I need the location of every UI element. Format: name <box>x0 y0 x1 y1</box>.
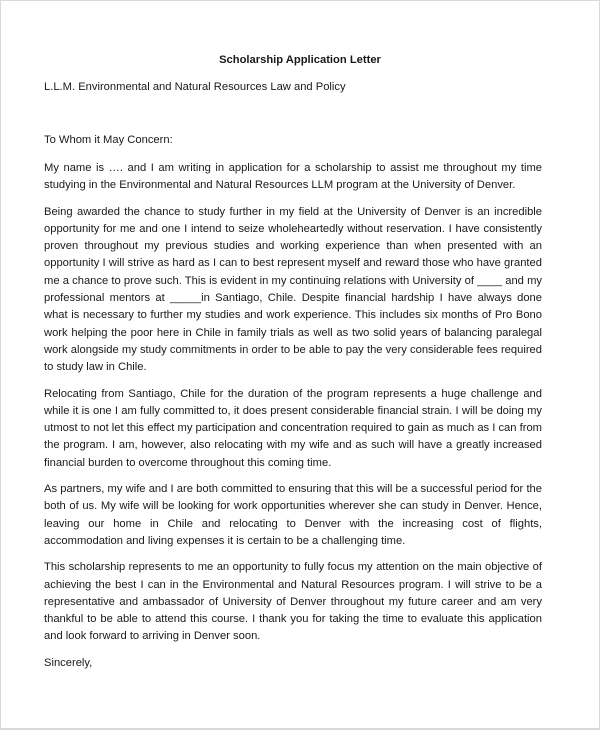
closing: Sincerely, <box>44 656 93 669</box>
paragraph-partners: As partners, my wife and I are both committed to ensuring that this will be a successful period for the both of us. My wife will be looking for work opportunities wherever she can study in Denver. Hence, leaving our home in Chile and relocating to Denver with the increasing cost of flights, accommodation and living expenses it is certain to be a challenging time. <box>44 483 542 547</box>
letter-body <box>44 160 542 672</box>
paragraph-relocation: Relocating from Santiago, Chile for the duration of the program represents a huge challenge and while it is one I am fully committed to, it does present considerable financial strain. I will be doing my utmost to not let this effect my participation and concentration required to gain as much as I can from the program. I am, however, also relocating with my wife and as such will have a greatly increased financial burden to overcome throughout this coming time. <box>44 387 542 469</box>
document-title: Scholarship Application Letter <box>219 54 381 66</box>
paragraph-opportunity: Being awarded the chance to study further in my field at the University of Denver is an incredible opportunity for me and one I intend to seize wholeheartedly without reservation. I have consistently proven throughout my previous studies and working experience than when presented with an opportunity I will strive as hard as I can to best represent myself and reward those who have granted me a chance to prove such. This is evident in my continuing relations with University of ____ and my professional mentors at _____in Santiago, Chile. Despite financial hardship I have always done what is necessary to further my studies and work experience. This includes six months of Pro Bono work helping the poor here in Chile in family trials as well as two solid years of balancing paralegal work alongside my study commitments in order to be able to pay the very considerable fees required to study law in Chile. <box>44 205 542 374</box>
paragraph-intro: My name is …. and I am writing in application for a scholarship to assist me throughout my time studying in the Environmental and Natural Resources LLM program at the University of Denver. <box>44 162 542 192</box>
paragraph-conclusion: This scholarship represents to me an opportunity to fully focus my attention on the main objective of achieving the best I can in the Environmental and Natural Resources program. I will strive to be a representative and ambassador of University of Denver throughout my future career and am very thankful to be able to attend this course. I thank you for taking the time to evaluate this application and look forward to arriving in Denver soon. <box>44 561 542 643</box>
salutation: To Whom it May Concern: <box>44 134 173 146</box>
document-subtitle: L.L.M. Environmental and Natural Resources Law and Policy <box>44 81 346 93</box>
